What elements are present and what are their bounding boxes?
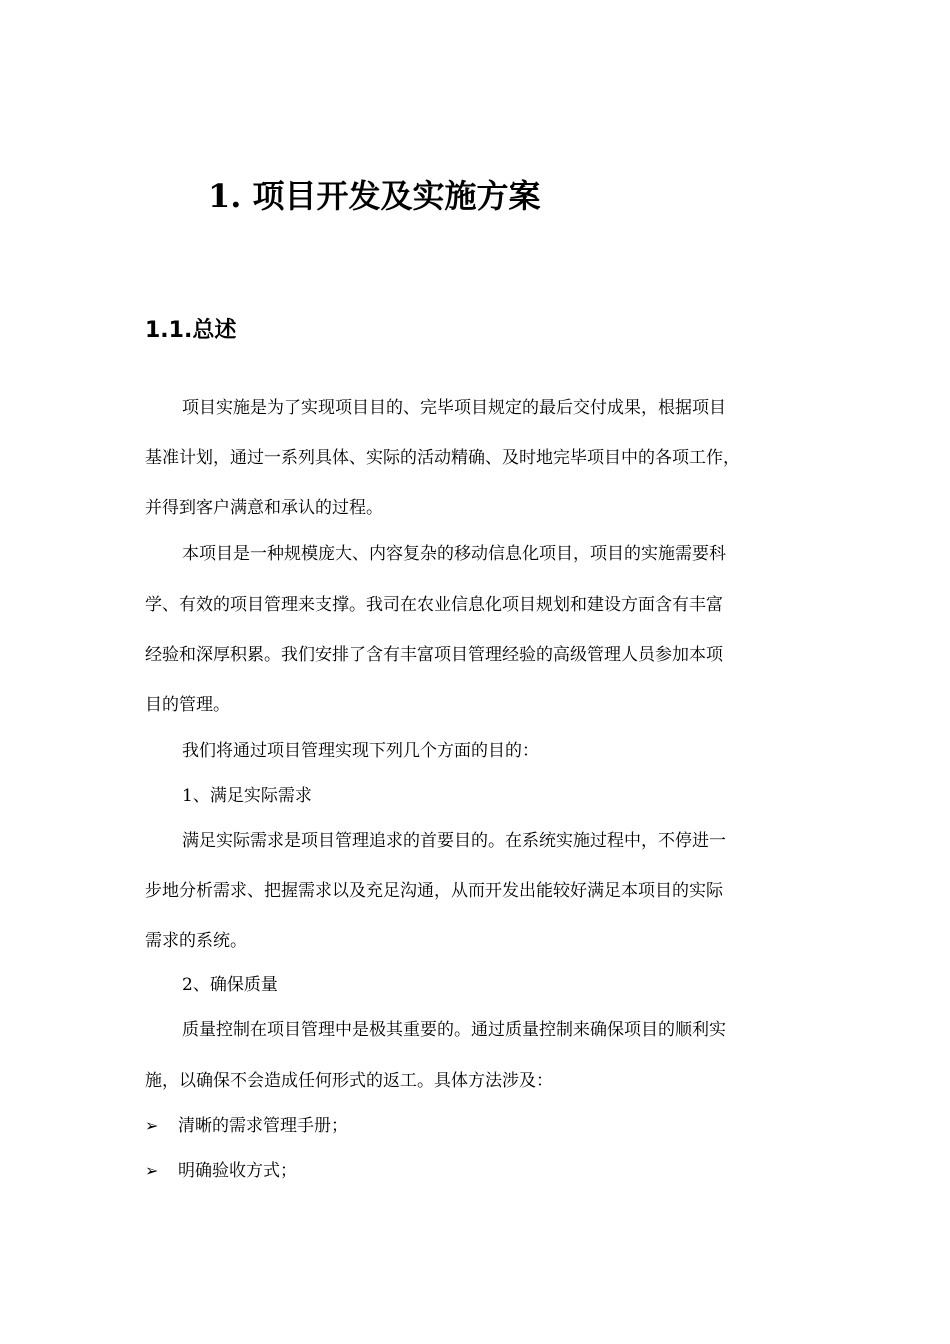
para2-line4: 目的管理。 — [145, 695, 230, 715]
section-heading: 1.1.总述 — [145, 318, 237, 343]
bullet-item: 明确验收方式； — [178, 1161, 297, 1181]
item1-title: 1、满足实际需求 — [182, 786, 312, 806]
para5-line2: 施，以确保不会造成任何形式的返工。具体方法涉及： — [145, 1071, 553, 1091]
para5-line1: 质量控制在项目管理中是极其重要的。通过质量控制来确保项目的顺利实 — [182, 1020, 726, 1040]
para4-line3: 需求的系统。 — [145, 931, 247, 951]
para2-line2: 学、有效的项目管理来支撑。我司在农业信息化项目规划和建设方面含有丰富 — [145, 595, 723, 615]
para4-line2: 步地分析需求、把握需求以及充足沟通，从而开发出能较好满足本项目的实际 — [145, 881, 723, 901]
para4-line1: 满足实际需求是项目管理追求的首要目的。在系统实施过程中，不停进一 — [182, 831, 726, 851]
para1-line1: 项目实施是为了实现项目目的、完毕项目规定的最后交付成果，根据项目 — [182, 398, 726, 418]
item2-title: 2、确保质量 — [182, 975, 278, 995]
para2-line3: 经验和深厚积累。我们安排了含有丰富项目管理经验的高级管理人员参加本项 — [145, 645, 723, 665]
para2-line1: 本项目是一种规模庞大、内容复杂的移动信息化项目，项目的实施需要科 — [182, 544, 726, 564]
para1-line2: 基准计划，通过一系列具体、实际的活动精确、及时地完毕项目中的各项工作， — [145, 448, 740, 468]
bullet-item: 清晰的需求管理手册； — [178, 1116, 348, 1136]
chapter-heading: 1. 项目开发及实施方案 — [208, 177, 541, 215]
bullet-arrow-icon: ➢ — [145, 1161, 159, 1180]
para3-line1: 我们将通过项目管理实现下列几个方面的目的： — [182, 741, 539, 761]
para1-line3: 并得到客户满意和承认的过程。 — [145, 498, 383, 518]
bullet-arrow-icon: ➢ — [145, 1116, 159, 1135]
